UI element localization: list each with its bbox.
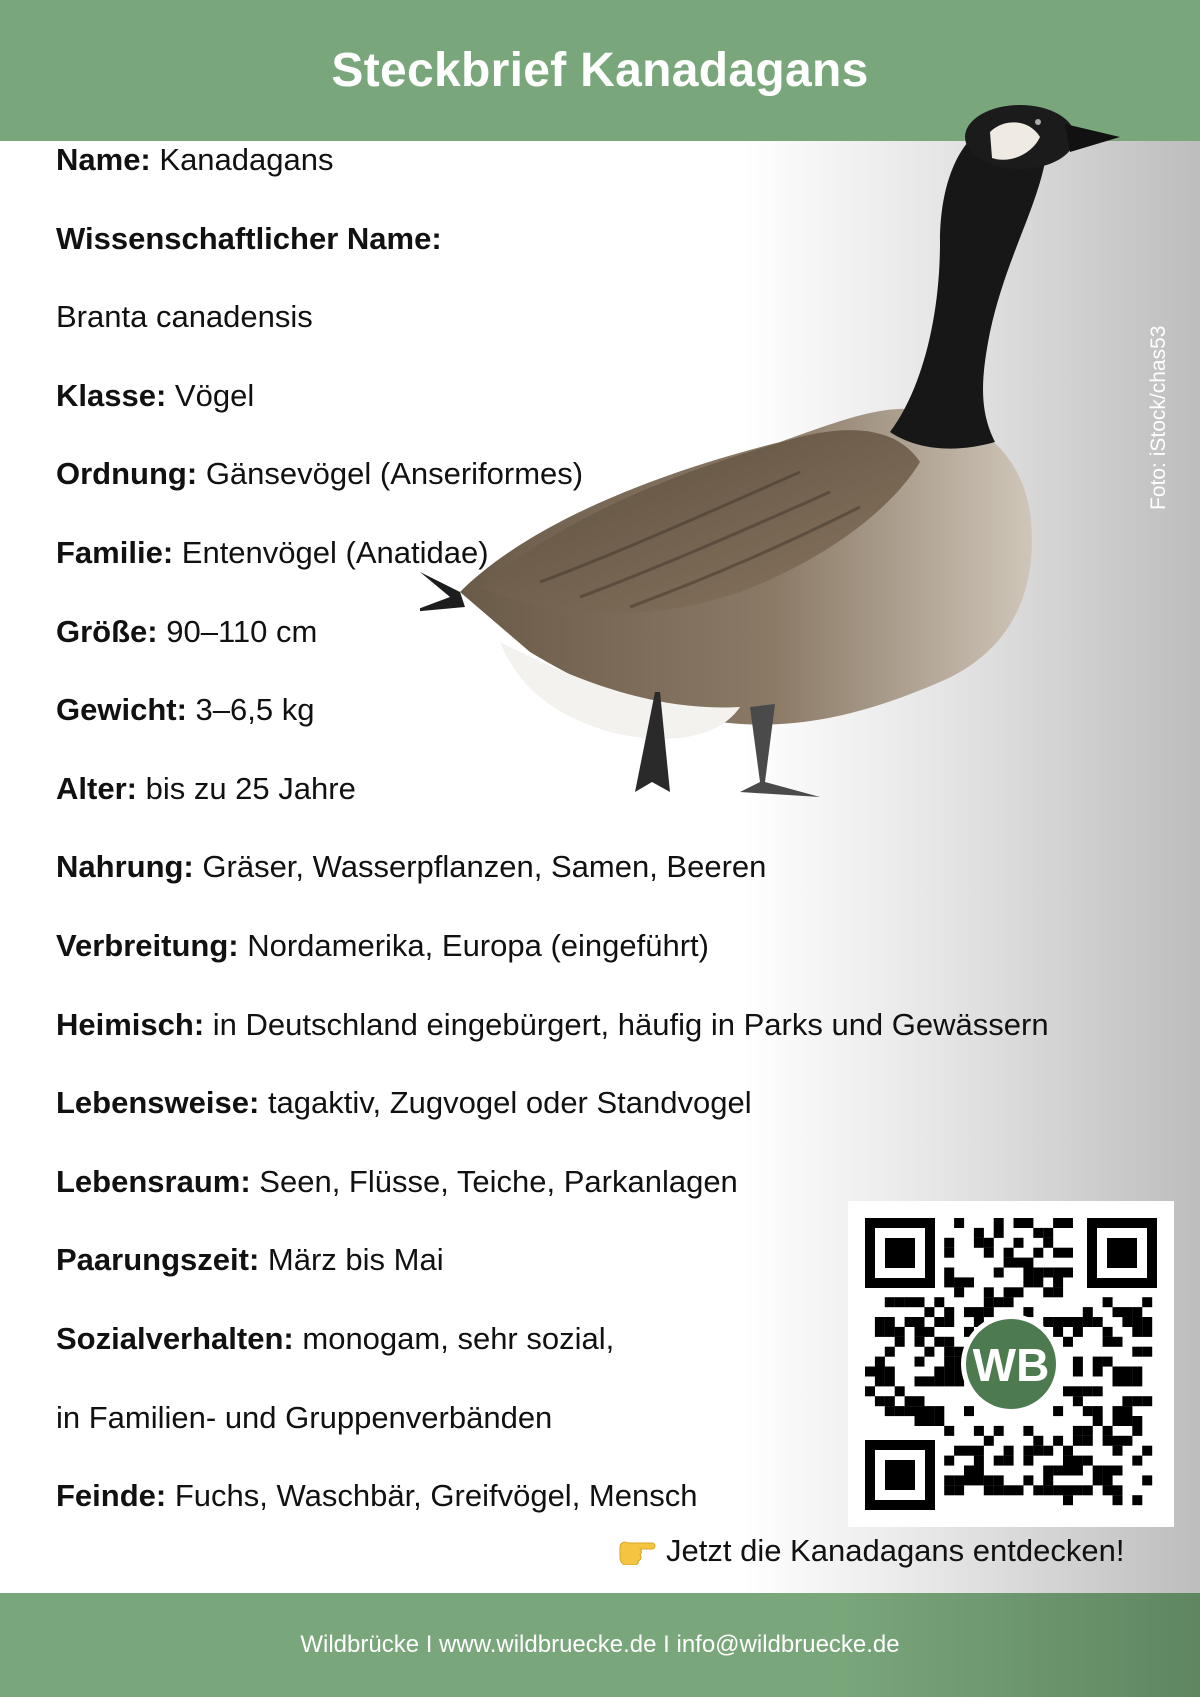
qr-module xyxy=(944,1376,954,1386)
qr-module xyxy=(944,1248,954,1258)
qr-module xyxy=(915,1416,925,1426)
qr-module xyxy=(1142,1396,1152,1406)
fact-value: Fuchs, Waschbär, Greifvögel, Mensch xyxy=(174,1478,698,1514)
qr-module xyxy=(905,1297,915,1307)
qr-module xyxy=(1113,1436,1123,1446)
qr-module xyxy=(865,1386,875,1396)
qr-module xyxy=(1122,1317,1132,1327)
qr-module xyxy=(1043,1446,1053,1456)
qr-module xyxy=(1132,1416,1142,1426)
qr-module xyxy=(1083,1317,1093,1327)
qr-module xyxy=(1132,1495,1142,1505)
qr-module xyxy=(1093,1317,1103,1327)
qr-module xyxy=(954,1485,964,1495)
qr-module xyxy=(984,1436,994,1446)
qr-module xyxy=(915,1376,925,1386)
qr-module xyxy=(1023,1475,1033,1485)
qr-module xyxy=(1014,1485,1024,1495)
qr-module xyxy=(974,1228,984,1238)
qr-module xyxy=(1113,1485,1123,1495)
fact-value: 3–6,5 kg xyxy=(195,692,315,728)
qr-module xyxy=(984,1307,994,1317)
fact-label: Lebensraum: xyxy=(56,1163,251,1199)
qr-module xyxy=(1063,1446,1073,1456)
qr-module xyxy=(895,1297,905,1307)
qr-module xyxy=(974,1475,984,1485)
qr-module xyxy=(915,1327,925,1337)
qr-module xyxy=(1073,1466,1083,1476)
qr-module xyxy=(1103,1485,1113,1495)
qr-module xyxy=(924,1406,934,1416)
fact-value: in Deutschland eingebürgert, häufig in Parks und Gewässern xyxy=(212,1006,1049,1042)
qr-module xyxy=(984,1485,994,1495)
qr-module xyxy=(944,1347,954,1357)
qr-module xyxy=(1063,1386,1073,1396)
qr-module xyxy=(944,1317,954,1327)
qr-module xyxy=(974,1456,984,1466)
qr-module xyxy=(1033,1485,1043,1495)
qr-module xyxy=(1073,1456,1083,1466)
qr-module xyxy=(1103,1466,1113,1476)
qr-module xyxy=(1142,1327,1152,1337)
qr-module xyxy=(895,1406,905,1416)
fact-value: Nordamerika, Europa (eingeführt) xyxy=(247,927,709,963)
qr-module xyxy=(934,1317,944,1327)
qr-module xyxy=(1063,1317,1073,1327)
fact-value: Vögel xyxy=(174,377,255,413)
qr-module xyxy=(1043,1466,1053,1476)
qr-module xyxy=(1023,1426,1033,1436)
page-title: Steckbrief Kanadagans xyxy=(331,44,869,97)
qr-module xyxy=(1053,1248,1063,1258)
qr-module xyxy=(1053,1436,1063,1446)
qr-module xyxy=(1053,1485,1063,1495)
fact-label: Sozialverhalten: xyxy=(56,1320,294,1356)
qr-module xyxy=(1023,1307,1033,1317)
fact-value: Seen, Flüsse, Teiche, Parkanlagen xyxy=(259,1163,738,1199)
qr-module xyxy=(994,1228,1004,1238)
qr-module xyxy=(964,1277,974,1287)
fact-value: Kanadagans xyxy=(159,142,334,177)
qr-module xyxy=(915,1406,925,1416)
qr-module xyxy=(994,1456,1004,1466)
qr-module xyxy=(1073,1317,1083,1327)
wb-logo xyxy=(961,1314,1061,1414)
qr-module xyxy=(1093,1475,1103,1485)
qr-module xyxy=(1103,1436,1113,1446)
qr-module xyxy=(1132,1396,1142,1406)
qr-module xyxy=(1142,1475,1152,1485)
qr-module xyxy=(1073,1367,1083,1377)
qr-module xyxy=(1122,1376,1132,1386)
fact-label: Gewicht: xyxy=(56,692,187,728)
fact-value: monogam, sehr sozial, xyxy=(302,1320,615,1356)
qr-module xyxy=(1043,1317,1053,1327)
qr-module xyxy=(994,1426,1004,1436)
qr-module xyxy=(1063,1485,1073,1495)
qr-module xyxy=(994,1485,1004,1495)
fact-label: Größe: xyxy=(56,613,158,649)
fact-label: Familie: xyxy=(56,534,174,570)
qr-module xyxy=(1014,1258,1024,1268)
qr-module xyxy=(984,1238,994,1248)
qr-module xyxy=(1113,1446,1123,1456)
qr-module xyxy=(885,1396,895,1406)
qr-module xyxy=(1122,1406,1132,1416)
qr-module xyxy=(1023,1218,1033,1228)
fact-value: bis zu 25 Jahre xyxy=(145,770,356,806)
qr-module xyxy=(915,1357,925,1367)
qr-module xyxy=(1043,1268,1053,1278)
qr-module xyxy=(1073,1426,1083,1436)
qr-module xyxy=(984,1475,994,1485)
qr-module xyxy=(1132,1456,1142,1466)
qr-module xyxy=(1122,1307,1132,1317)
fact-row xyxy=(56,295,1136,374)
qr-module xyxy=(1142,1446,1152,1456)
qr-module xyxy=(1043,1238,1053,1248)
qr-module xyxy=(1063,1337,1073,1347)
qr-module xyxy=(1053,1317,1063,1327)
qr-module xyxy=(875,1376,885,1386)
qr-module xyxy=(875,1357,885,1367)
qr-module xyxy=(1132,1347,1142,1357)
qr-module xyxy=(1103,1475,1113,1485)
qr-module xyxy=(1083,1386,1093,1396)
qr-module xyxy=(1132,1317,1142,1327)
qr-module xyxy=(964,1475,974,1485)
qr-module xyxy=(1113,1307,1123,1317)
qr-module xyxy=(865,1367,875,1377)
qr-module xyxy=(1023,1456,1033,1466)
qr-module xyxy=(1023,1446,1033,1456)
qr-module xyxy=(1132,1426,1142,1436)
qr-module xyxy=(1122,1367,1132,1377)
fact-row xyxy=(56,452,1136,531)
qr-module xyxy=(924,1307,934,1317)
qr-module xyxy=(934,1337,944,1347)
qr-module xyxy=(1043,1485,1053,1495)
qr-module xyxy=(1122,1436,1132,1446)
footer-contact[interactable]: Wildbrücke I www.wildbruecke.de I info@wildbruecke.de xyxy=(300,1631,900,1658)
qr-module xyxy=(875,1396,885,1406)
fact-label: Wissenschaftlicher Name: xyxy=(56,220,442,256)
qr-module xyxy=(1142,1347,1152,1357)
qr-module xyxy=(1113,1466,1123,1476)
qr-module xyxy=(984,1297,994,1307)
qr-module xyxy=(1103,1337,1113,1347)
qr-module xyxy=(1113,1367,1123,1377)
qr-module xyxy=(954,1218,964,1228)
qr-module xyxy=(1103,1297,1113,1307)
qr-module xyxy=(1053,1277,1063,1287)
qr-module xyxy=(1014,1218,1024,1228)
qr-module xyxy=(1043,1228,1053,1238)
qr-module xyxy=(1063,1495,1073,1505)
qr-module xyxy=(915,1317,925,1327)
qr-module xyxy=(934,1367,944,1377)
qr-module xyxy=(924,1347,934,1357)
qr-module xyxy=(1053,1218,1063,1228)
qr-module xyxy=(934,1406,944,1416)
fact-value: Gänsevögel (Anseriformes) xyxy=(205,456,584,492)
fact-label: Lebensweise: xyxy=(56,1085,260,1121)
qr-module xyxy=(1073,1327,1083,1337)
qr-module xyxy=(994,1297,1004,1307)
fact-label: Paarungszeit: xyxy=(56,1242,260,1278)
fact-row xyxy=(56,1003,1136,1082)
fact-value: in Familien- und Gruppenverbänden xyxy=(56,1399,553,1435)
qr-module xyxy=(1053,1327,1063,1337)
fact-label: Alter: xyxy=(56,770,137,806)
qr-module xyxy=(1004,1485,1014,1495)
qr-module xyxy=(934,1376,944,1386)
qr-module xyxy=(1113,1495,1123,1505)
qr-module xyxy=(1063,1466,1073,1476)
qr-module xyxy=(994,1218,1004,1228)
qr-module xyxy=(994,1475,1004,1485)
qr-module xyxy=(944,1238,954,1248)
qr-module xyxy=(905,1396,915,1406)
qr-module xyxy=(1113,1406,1123,1416)
qr-module xyxy=(875,1367,885,1377)
qr-module xyxy=(885,1347,895,1357)
qr-module xyxy=(895,1386,905,1396)
qr-module xyxy=(974,1238,984,1248)
qr-code[interactable] xyxy=(848,1201,1174,1527)
qr-module xyxy=(954,1475,964,1485)
qr-module xyxy=(1122,1416,1132,1426)
cta-link[interactable] xyxy=(618,1533,1124,1569)
qr-module xyxy=(905,1406,915,1416)
qr-module xyxy=(934,1416,944,1426)
qr-module xyxy=(1093,1416,1103,1426)
qr-module xyxy=(954,1287,964,1297)
fact-row xyxy=(56,531,1136,610)
qr-module xyxy=(1053,1287,1063,1297)
qr-module xyxy=(1093,1386,1103,1396)
fact-label: Nahrung: xyxy=(56,849,194,885)
qr-module xyxy=(954,1277,964,1287)
fact-label: Verbreitung: xyxy=(56,927,239,963)
qr-module xyxy=(1093,1466,1103,1476)
fact-row xyxy=(56,138,1136,217)
qr-module xyxy=(1004,1297,1014,1307)
qr-module xyxy=(944,1367,954,1377)
qr-module xyxy=(885,1297,895,1307)
footer-bar xyxy=(0,1593,1200,1697)
qr-module xyxy=(944,1337,954,1347)
qr-module xyxy=(984,1248,994,1258)
qr-module xyxy=(915,1396,925,1406)
qr-module xyxy=(1093,1367,1103,1377)
qr-module xyxy=(954,1446,964,1456)
fact-label: Heimisch: xyxy=(56,1006,205,1042)
qr-module xyxy=(944,1426,954,1436)
fact-row xyxy=(56,688,1136,767)
wb-logo-text: WB xyxy=(972,1339,1050,1391)
qr-module xyxy=(944,1456,954,1466)
qr-module xyxy=(944,1485,954,1495)
fact-value: tagaktiv, Zugvogel oder Standvogel xyxy=(267,1085,752,1121)
qr-module xyxy=(974,1307,984,1317)
fact-value: März bis Mai xyxy=(267,1242,444,1278)
qr-module xyxy=(944,1357,954,1367)
qr-module xyxy=(1014,1287,1024,1297)
qr-module xyxy=(895,1327,905,1337)
fact-row xyxy=(56,1081,1136,1160)
fact-value: Entenvögel (Anatidae) xyxy=(181,534,489,570)
qr-module xyxy=(895,1337,905,1347)
qr-module xyxy=(1063,1268,1073,1278)
qr-module xyxy=(885,1327,895,1337)
qr-module xyxy=(905,1317,915,1327)
qr-module xyxy=(1142,1297,1152,1307)
qr-module xyxy=(994,1268,1004,1278)
qr-module xyxy=(984,1287,994,1297)
qr-module xyxy=(1132,1376,1142,1386)
qr-module xyxy=(1023,1277,1033,1287)
fact-value: Branta canadensis xyxy=(56,299,313,335)
qr-module xyxy=(915,1297,925,1307)
qr-module xyxy=(974,1446,984,1456)
qr-module xyxy=(885,1406,895,1416)
fact-label: Feinde: xyxy=(56,1478,167,1514)
cta-text: Jetzt die Kanadagans entdecken! xyxy=(666,1533,1125,1568)
qr-module xyxy=(1033,1446,1043,1456)
qr-module xyxy=(974,1426,984,1436)
qr-module xyxy=(1093,1357,1103,1367)
qr-module xyxy=(885,1367,895,1377)
qr-module xyxy=(934,1297,944,1307)
fact-row xyxy=(56,217,1136,296)
fact-row xyxy=(56,767,1136,846)
fact-label: Name: xyxy=(56,142,151,177)
qr-module xyxy=(924,1327,934,1337)
qr-module xyxy=(1113,1337,1123,1347)
qr-module xyxy=(1033,1436,1043,1446)
qr-module xyxy=(1063,1218,1073,1228)
qr-module xyxy=(964,1406,974,1416)
qr-module xyxy=(1103,1426,1113,1436)
qr-finder-bottom-left xyxy=(865,1440,935,1510)
qr-module xyxy=(1113,1376,1123,1386)
qr-module xyxy=(964,1446,974,1456)
photo-credit: Foto: iStock/chas53 xyxy=(1147,325,1170,510)
qr-module xyxy=(1073,1357,1083,1367)
qr-module xyxy=(1043,1287,1053,1297)
qr-module xyxy=(1004,1248,1014,1258)
qr-module xyxy=(944,1475,954,1485)
qr-module xyxy=(1132,1307,1142,1317)
pointing-hand-icon xyxy=(618,1537,658,1565)
qr-module xyxy=(944,1277,954,1287)
qr-module xyxy=(1132,1367,1142,1377)
fact-row xyxy=(56,924,1136,1003)
qr-module xyxy=(974,1466,984,1476)
qr-module xyxy=(1053,1268,1063,1278)
qr-module xyxy=(1004,1287,1014,1297)
qr-module xyxy=(1033,1277,1043,1287)
qr-module xyxy=(1113,1416,1123,1426)
fact-value: 90–110 cm xyxy=(166,613,318,649)
qr-module xyxy=(1004,1446,1014,1456)
qr-module xyxy=(1063,1248,1073,1258)
qr-module xyxy=(1083,1426,1093,1436)
qr-module xyxy=(1014,1238,1024,1248)
fact-row xyxy=(56,610,1136,689)
qr-module xyxy=(1033,1248,1043,1258)
fact-row xyxy=(56,374,1136,453)
qr-module xyxy=(1122,1396,1132,1406)
qr-module xyxy=(1063,1456,1073,1466)
qr-module xyxy=(1093,1406,1103,1416)
qr-module xyxy=(1053,1466,1063,1476)
fact-value: Gräser, Wasserpflanzen, Samen, Beeren xyxy=(202,849,767,885)
qr-module xyxy=(1033,1228,1043,1238)
qr-module xyxy=(1043,1475,1053,1485)
qr-module xyxy=(954,1376,964,1386)
qr-module xyxy=(1083,1456,1093,1466)
fact-label: Ordnung: xyxy=(56,456,198,492)
qr-module xyxy=(1083,1406,1093,1416)
qr-finder-top-right xyxy=(1087,1218,1157,1288)
qr-module xyxy=(1103,1357,1113,1367)
qr-code-icon xyxy=(848,1201,1174,1527)
qr-module xyxy=(924,1416,934,1426)
qr-module xyxy=(1083,1485,1093,1495)
qr-module xyxy=(1142,1317,1152,1327)
qr-module xyxy=(944,1268,954,1278)
qr-module xyxy=(1023,1268,1033,1278)
qr-module xyxy=(1023,1258,1033,1268)
qr-module xyxy=(1073,1436,1083,1446)
qr-module xyxy=(1132,1327,1142,1337)
fact-label: Klasse: xyxy=(56,377,167,413)
qr-module xyxy=(1083,1307,1093,1317)
qr-module xyxy=(964,1466,974,1476)
qr-module xyxy=(964,1307,974,1317)
qr-module xyxy=(924,1376,934,1386)
qr-module xyxy=(1083,1436,1093,1446)
fact-row xyxy=(56,845,1136,924)
qr-module xyxy=(885,1317,895,1327)
qr-module xyxy=(1053,1406,1063,1416)
qr-module xyxy=(1073,1485,1083,1495)
qr-module xyxy=(1004,1456,1014,1466)
qr-module xyxy=(875,1317,885,1327)
qr-module xyxy=(1004,1258,1014,1268)
qr-module xyxy=(1073,1396,1083,1406)
qr-module xyxy=(1033,1268,1043,1278)
qr-finder-top-left xyxy=(865,1218,935,1288)
qr-module xyxy=(885,1376,895,1386)
qr-module xyxy=(915,1337,925,1347)
qr-module xyxy=(1073,1386,1083,1396)
qr-module xyxy=(1103,1327,1113,1337)
qr-module xyxy=(875,1327,885,1337)
qr-module xyxy=(944,1307,954,1317)
